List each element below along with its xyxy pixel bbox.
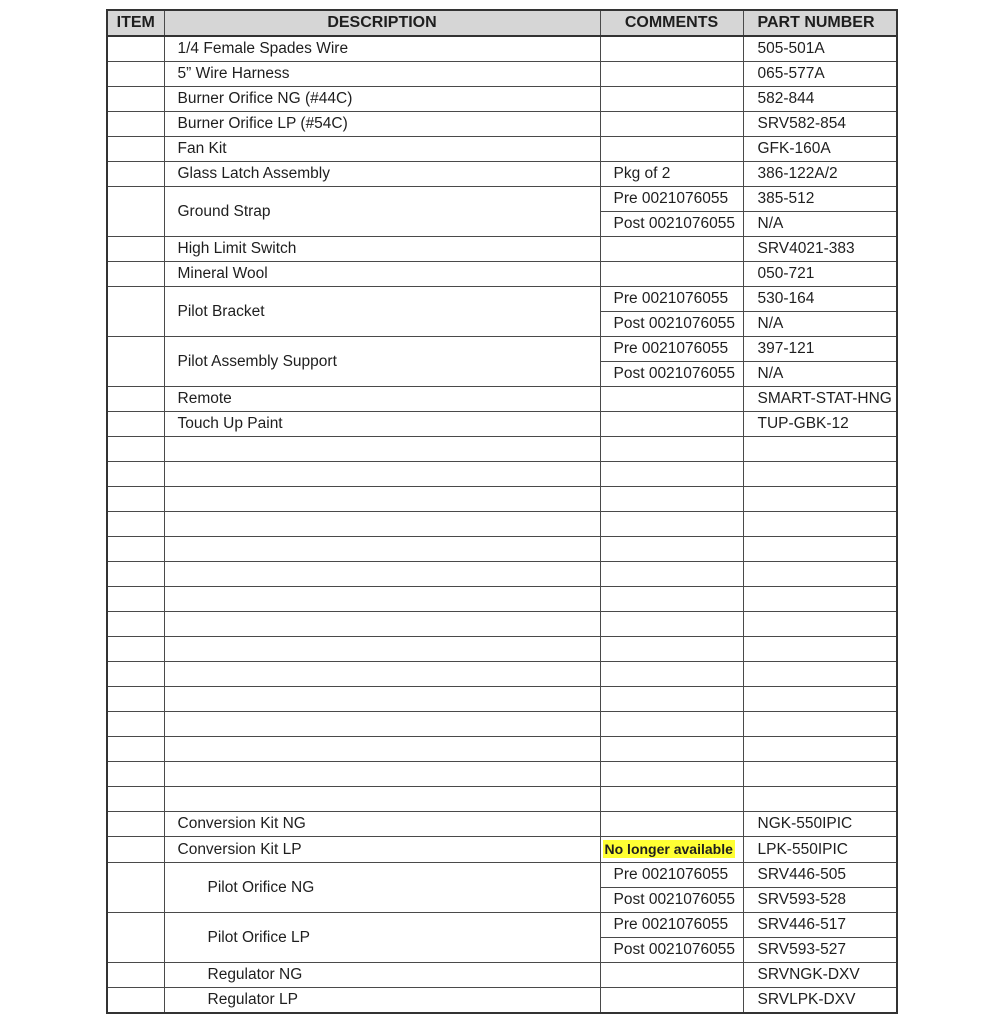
comment-cell: Post 0021076055: [600, 312, 743, 337]
comment-cell: [600, 787, 743, 812]
comment-cell: [600, 262, 743, 287]
part-number-cell: [743, 612, 897, 637]
comment-cell: [600, 712, 743, 737]
table-row: [107, 112, 897, 137]
description-cell: Regulator LP: [164, 988, 600, 1014]
table-row: [107, 412, 897, 437]
blank-row: [107, 562, 897, 587]
description-cell: Glass Latch Assembly: [164, 162, 600, 187]
description-cell: Pilot Assembly Support: [164, 337, 600, 387]
comment-cell: [600, 963, 743, 988]
blank-row: [107, 512, 897, 537]
comment-cell: [600, 637, 743, 662]
description-cell: [164, 437, 600, 462]
description-cell: Conversion Kit LP: [164, 837, 600, 863]
part-number-cell: [743, 737, 897, 762]
item-cell: [107, 262, 164, 287]
part-number-cell: [743, 512, 897, 537]
item-cell: [107, 612, 164, 637]
part-number-cell: SRV446-517: [743, 913, 897, 938]
description-cell: [164, 637, 600, 662]
blank-row: [107, 462, 897, 487]
table-row: [107, 863, 897, 888]
table-row: [107, 337, 897, 362]
blank-row: [107, 687, 897, 712]
part-number-cell: NGK-550IPIC: [743, 812, 897, 837]
table-row: [107, 137, 897, 162]
description-cell: 5” Wire Harness: [164, 62, 600, 87]
description-cell: Pilot Orifice LP: [164, 913, 600, 963]
description-cell: [164, 537, 600, 562]
description-cell: Mineral Wool: [164, 262, 600, 287]
comment-cell: Pre 0021076055: [600, 863, 743, 888]
item-cell: [107, 687, 164, 712]
item-cell: [107, 112, 164, 137]
description-cell: [164, 687, 600, 712]
description-cell: 1/4 Female Spades Wire: [164, 36, 600, 62]
comment-cell: Pkg of 2: [600, 162, 743, 187]
table-row: [107, 988, 897, 1014]
description-cell: Ground Strap: [164, 187, 600, 237]
table-row: [107, 387, 897, 412]
description-cell: Fan Kit: [164, 137, 600, 162]
comment-cell: Pre 0021076055: [600, 187, 743, 212]
table-row: [107, 963, 897, 988]
part-number-cell: SRVLPK-DXV: [743, 988, 897, 1014]
comment-cell: [600, 487, 743, 512]
part-number-cell: GFK-160A: [743, 137, 897, 162]
blank-row: [107, 662, 897, 687]
part-number-cell: SRV582-854: [743, 112, 897, 137]
table-row: [107, 36, 897, 62]
comment-cell: [600, 87, 743, 112]
part-number-cell: 386-122A/2: [743, 162, 897, 187]
item-cell: [107, 963, 164, 988]
part-number-cell: [743, 587, 897, 612]
description-cell: [164, 487, 600, 512]
availability-highlight: No longer available: [604, 841, 733, 857]
blank-row: [107, 787, 897, 812]
comments-header: COMMENTS: [600, 10, 743, 36]
table-row: [107, 837, 897, 863]
blank-row: [107, 737, 897, 762]
description-cell: [164, 712, 600, 737]
header-row: [107, 10, 897, 36]
description-cell: Touch Up Paint: [164, 412, 600, 437]
comment-cell: [600, 837, 743, 863]
blank-row: [107, 762, 897, 787]
description-cell: [164, 512, 600, 537]
part-number-cell: [743, 662, 897, 687]
description-cell: [164, 787, 600, 812]
part-number-cell: N/A: [743, 312, 897, 337]
comment-cell: [600, 762, 743, 787]
comment-cell: [600, 687, 743, 712]
comment-cell: [600, 587, 743, 612]
part-number-cell: 582-844: [743, 87, 897, 112]
part-number-cell: N/A: [743, 212, 897, 237]
part-number-cell: SRVNGK-DXV: [743, 963, 897, 988]
item-cell: [107, 487, 164, 512]
comment-cell: [600, 737, 743, 762]
item-cell: [107, 387, 164, 412]
part-number-cell: [743, 787, 897, 812]
comment-cell: Pre 0021076055: [600, 287, 743, 312]
part-number-cell: [743, 437, 897, 462]
description-cell: [164, 462, 600, 487]
item-cell: [107, 662, 164, 687]
part-number-header: PART NUMBER: [743, 10, 897, 36]
comment-cell: [600, 462, 743, 487]
comment-cell: [600, 437, 743, 462]
part-number-cell: 505-501A: [743, 36, 897, 62]
comment-cell: [600, 612, 743, 637]
comment-cell: [600, 62, 743, 87]
part-number-cell: [743, 462, 897, 487]
item-cell: [107, 812, 164, 837]
part-number-cell: [743, 537, 897, 562]
description-cell: Remote: [164, 387, 600, 412]
item-cell: [107, 287, 164, 337]
blank-row: [107, 437, 897, 462]
part-number-cell: 530-164: [743, 287, 897, 312]
item-cell: [107, 62, 164, 87]
comment-cell: [600, 112, 743, 137]
part-number-cell: SMART-STAT-HNG: [743, 387, 897, 412]
item-cell: [107, 587, 164, 612]
item-cell: [107, 762, 164, 787]
comment-cell: Post 0021076055: [600, 888, 743, 913]
table-row: [107, 162, 897, 187]
table-row: [107, 913, 897, 938]
item-cell: [107, 36, 164, 62]
item-cell: [107, 637, 164, 662]
item-cell: [107, 737, 164, 762]
comment-cell: Pre 0021076055: [600, 337, 743, 362]
item-cell: [107, 712, 164, 737]
parts-body: [107, 36, 897, 1013]
item-cell: [107, 913, 164, 963]
description-cell: [164, 762, 600, 787]
description-cell: Conversion Kit NG: [164, 812, 600, 837]
comment-cell: [600, 662, 743, 687]
blank-row: [107, 587, 897, 612]
part-number-cell: N/A: [743, 362, 897, 387]
comment-cell: Post 0021076055: [600, 362, 743, 387]
table-row: [107, 262, 897, 287]
part-number-cell: LPK-550IPIC: [743, 837, 897, 863]
description-cell: [164, 737, 600, 762]
comment-cell: Pre 0021076055: [600, 913, 743, 938]
part-number-cell: SRV593-528: [743, 888, 897, 913]
part-number-cell: [743, 562, 897, 587]
part-number-cell: SRV446-505: [743, 863, 897, 888]
part-number-cell: 050-721: [743, 262, 897, 287]
comment-cell: [600, 137, 743, 162]
item-cell: [107, 162, 164, 187]
part-number-cell: TUP-GBK-12: [743, 412, 897, 437]
item-cell: [107, 237, 164, 262]
comment-cell: [600, 537, 743, 562]
part-number-cell: SRV4021-383: [743, 237, 897, 262]
description-cell: [164, 612, 600, 637]
comment-cell: [600, 988, 743, 1014]
comment-cell: [600, 562, 743, 587]
item-cell: [107, 337, 164, 387]
description-header: DESCRIPTION: [164, 10, 600, 36]
table-row: [107, 62, 897, 87]
description-cell: [164, 562, 600, 587]
description-cell: Pilot Bracket: [164, 287, 600, 337]
comment-cell: [600, 512, 743, 537]
item-cell: [107, 462, 164, 487]
description-cell: Pilot Orifice NG: [164, 863, 600, 913]
description-cell: [164, 587, 600, 612]
part-number-cell: [743, 712, 897, 737]
item-cell: [107, 437, 164, 462]
item-cell: [107, 837, 164, 863]
blank-row: [107, 612, 897, 637]
description-cell: High Limit Switch: [164, 237, 600, 262]
part-number-cell: 065-577A: [743, 62, 897, 87]
blank-row: [107, 712, 897, 737]
table-row: [107, 187, 897, 212]
item-header: ITEM: [107, 10, 164, 36]
comment-cell: Post 0021076055: [600, 212, 743, 237]
item-cell: [107, 137, 164, 162]
item-cell: [107, 863, 164, 913]
part-number-cell: [743, 487, 897, 512]
item-cell: [107, 187, 164, 237]
part-number-cell: SRV593-527: [743, 938, 897, 963]
part-number-cell: [743, 687, 897, 712]
item-cell: [107, 512, 164, 537]
description-cell: Burner Orifice NG (#44C): [164, 87, 600, 112]
table-row: [107, 287, 897, 312]
comment-cell: [600, 387, 743, 412]
comment-cell: [600, 812, 743, 837]
part-number-cell: [743, 762, 897, 787]
blank-row: [107, 637, 897, 662]
parts-table: [106, 9, 898, 1014]
description-cell: Burner Orifice LP (#54C): [164, 112, 600, 137]
item-cell: [107, 988, 164, 1014]
item-cell: [107, 87, 164, 112]
table-row: [107, 812, 897, 837]
table-row: [107, 87, 897, 112]
comment-cell: Post 0021076055: [600, 938, 743, 963]
part-number-cell: 385-512: [743, 187, 897, 212]
item-cell: [107, 562, 164, 587]
part-number-cell: [743, 637, 897, 662]
item-cell: [107, 412, 164, 437]
part-number-cell: 397-121: [743, 337, 897, 362]
comment-cell: [600, 412, 743, 437]
description-cell: [164, 662, 600, 687]
description-cell: Regulator NG: [164, 963, 600, 988]
comment-cell: [600, 36, 743, 62]
item-cell: [107, 787, 164, 812]
blank-row: [107, 537, 897, 562]
comment-cell: [600, 237, 743, 262]
blank-row: [107, 487, 897, 512]
table-row: [107, 237, 897, 262]
item-cell: [107, 537, 164, 562]
